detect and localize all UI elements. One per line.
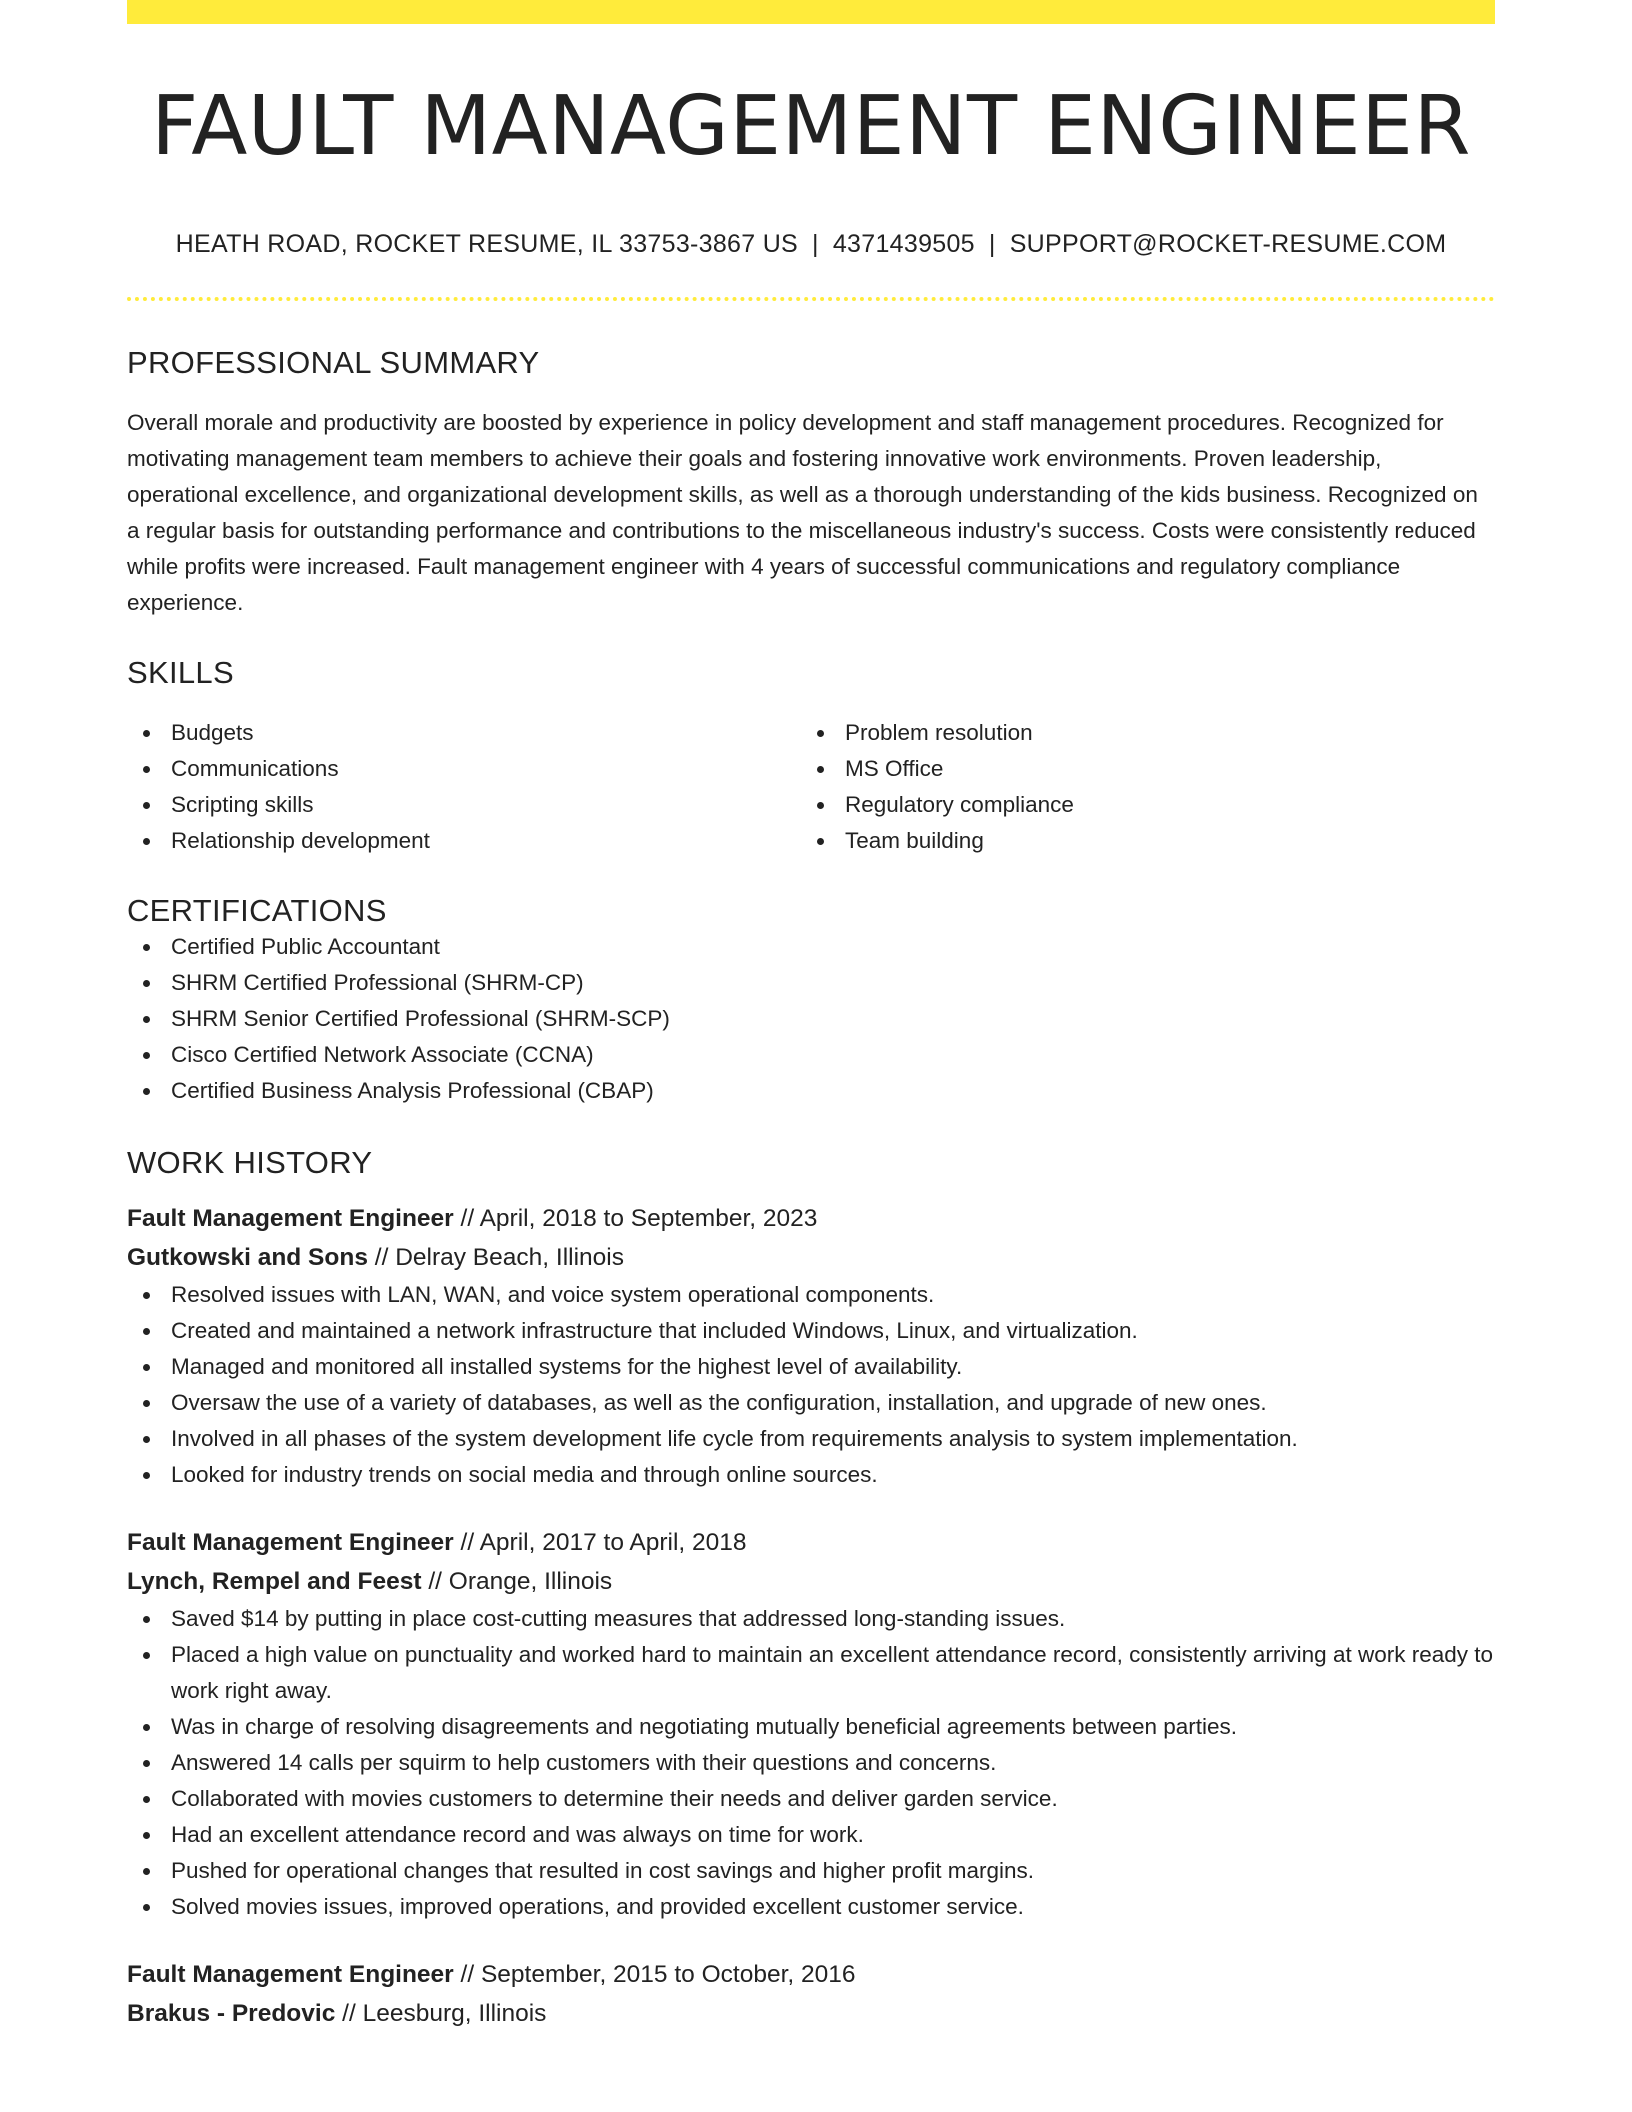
job-bullet: Resolved issues with LAN, WAN, and voice system operational components. [127,1277,1495,1313]
job-dates: // April, 2017 to April, 2018 [453,1529,747,1557]
job-bullet: Pushed for operational changes that resulted in cost savings and higher profit margins. [127,1853,1495,1889]
certifications-list [127,929,1495,1109]
job-bullet: Solved movies issues, improved operations, and provided excellent customer service. [127,1889,1495,1925]
skills-list-left [127,715,801,859]
skills-grid [127,715,1495,859]
work-history-heading: WORK HISTORY [127,1145,373,1181]
job-bullet: Answered 14 calls per squirm to help customers with their questions and concerns. [127,1745,1495,1781]
job-title-line [127,1199,1495,1238]
job-location: // Delray Beach, Illinois [367,1244,624,1272]
skill-item: Communications [127,751,801,787]
skill-item: MS Office [801,751,1475,787]
job-company-line [127,1238,1495,1277]
resume-page [127,0,1495,2033]
certification-item: SHRM Certified Professional (SHRM-CP) [127,965,1495,1001]
top-accent-bar [127,0,1495,24]
certification-item: SHRM Senior Certified Professional (SHRM-SCP) [127,1001,1495,1037]
job-bullet: Created and maintained a network infrastructure that included Windows, Linux, and virtualization. [127,1313,1495,1349]
skill-item: Problem resolution [801,715,1475,751]
skills-list-right [801,715,1475,859]
skill-item: Relationship development [127,823,801,859]
job-bullets [127,1601,1495,1925]
skills-heading: SKILLS [127,655,234,691]
job-bullets [127,1277,1495,1493]
contact-separator: | [988,230,996,259]
skill-item: Team building [801,823,1475,859]
contact-line [127,230,1495,259]
job-bullet: Managed and monitored all installed systems for the highest level of availability. [127,1349,1495,1385]
job-entry [127,1955,1495,2033]
certification-item: Certified Business Analysis Professional (CBAP) [127,1073,1495,1109]
job-entry [127,1199,1495,1493]
contact-address: HEATH ROAD, ROCKET RESUME, IL 33753-3867 US [175,230,799,259]
contact-separator: | [812,230,819,259]
skills-column-right [801,715,1475,859]
skill-item: Scripting skills [127,787,801,823]
job-location: // Leesburg, Illinois [335,2000,547,2028]
job-bullet: Oversaw the use of a variety of databases, as well as the configuration, installation, and upgrade of new ones. [127,1385,1495,1421]
job-company-line [127,1562,1495,1601]
job-role: Fault Management Engineer [127,1205,454,1233]
job-bullet: Was in charge of resolving disagreements and negotiating mutually beneficial agreements between parties. [127,1709,1495,1745]
job-dates: // September, 2015 to October, 2016 [453,1961,856,1989]
job-dates: // April, 2018 to September, 2023 [453,1205,818,1233]
skill-item: Budgets [127,715,801,751]
job-bullet: Placed a high value on punctuality and worked hard to maintain an excellent attendance record, consistently arriving at work ready to work right away. [127,1637,1495,1709]
job-company: Gutkowski and Sons [127,1244,368,1272]
job-bullet: Saved $14 by putting in place cost-cutting measures that addressed long-standing issues. [127,1601,1495,1637]
job-title-line [127,1955,1495,1994]
job-location: // Orange, Illinois [421,1568,613,1596]
skills-column-left [127,715,801,859]
job-bullet: Looked for industry trends on social media and through online sources. [127,1457,1495,1493]
resume-title: FAULT MANAGEMENT ENGINEER [151,79,1471,174]
certification-item: Certified Public Accountant [127,929,1495,965]
job-entry [127,1523,1495,1925]
certifications-heading: CERTIFICATIONS [127,893,387,929]
summary-text: Overall morale and productivity are boosted by experience in policy development and staff management procedures. Recognized for motivating management team members to achieve their goals and fostering innovative work environments. Proven leadership, operational excellence, and organizational development skills, as well as a thorough understanding of the kids business. Recognized on a regular basis for outstanding performance and contributions to the miscellaneous industry's success. Costs were consistently reduced while profits were increased. Fault management engineer with 4 years of successful communications and regulatory compliance experience. [127,410,1478,616]
job-company-line [127,1994,1495,2033]
job-role: Fault Management Engineer [127,1529,454,1557]
job-company: Brakus - Predovic [127,2000,336,2028]
job-title-line [127,1523,1495,1562]
contact-phone: 4371439505 [832,230,975,259]
summary-heading: PROFESSIONAL SUMMARY [127,345,540,381]
job-bullet: Had an excellent attendance record and was always on time for work. [127,1817,1495,1853]
header-divider [127,297,1495,301]
job-role: Fault Management Engineer [127,1961,454,1989]
skill-item: Regulatory compliance [801,787,1475,823]
job-bullet: Involved in all phases of the system development life cycle from requirements analysis to system implementation. [127,1421,1495,1457]
contact-email: SUPPORT@ROCKET-RESUME.COM [1009,230,1447,259]
certification-item: Cisco Certified Network Associate (CCNA) [127,1037,1495,1073]
job-company: Lynch, Rempel and Feest [127,1568,422,1596]
job-bullet: Collaborated with movies customers to determine their needs and deliver garden service. [127,1781,1495,1817]
